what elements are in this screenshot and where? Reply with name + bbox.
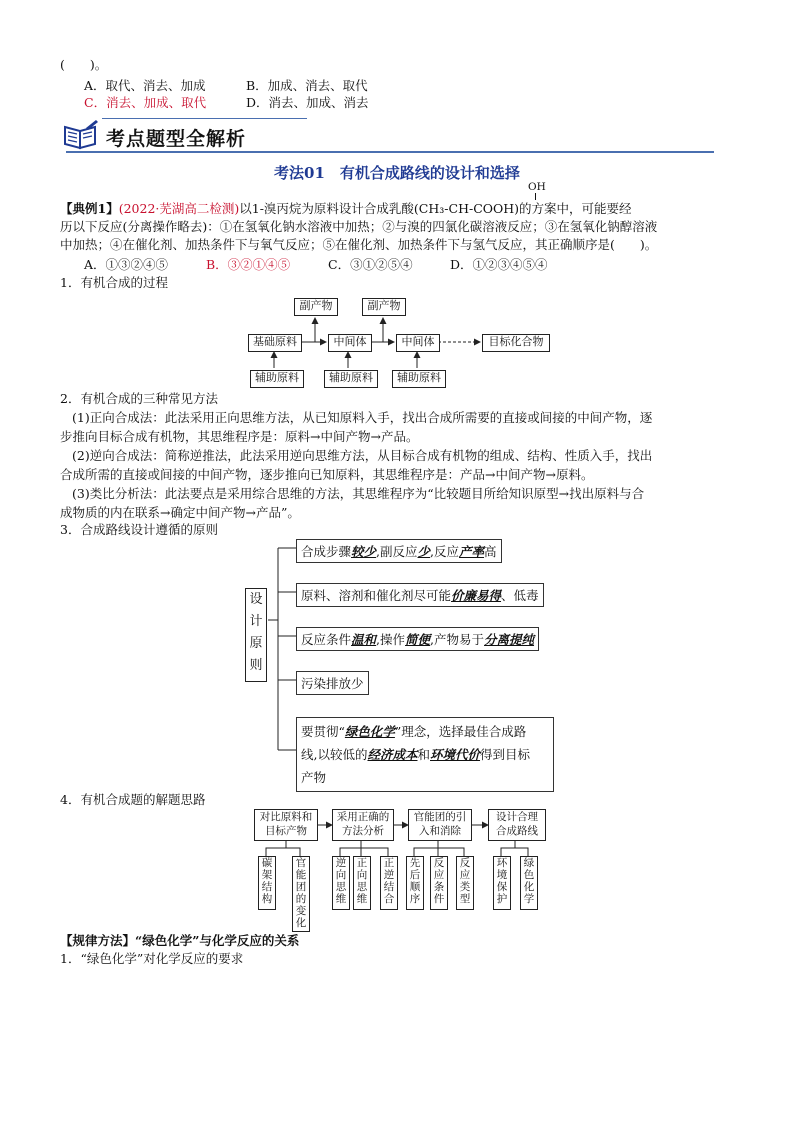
example-line3: 中加热；④在催化剂、加热条件下与氧气反应；⑤在催化剂、加热条件下与氢气反应，其正确顺序是( )。 [60,237,658,252]
rule-heading: 【规律方法】“绿色化学”与化学反应的关系 [60,933,300,948]
section-title: 考法01 有机合成路线的设计和选择 [274,164,520,182]
principle-3: 反应条件温和,操作简便,产物易于分离提纯 [296,627,539,651]
example-option-b-correct: B．③②①④⑤ [206,257,291,272]
approach-sub-green: 绿色化学 [520,856,538,910]
approach-box-3: 官能团的引 入和消除 [408,809,472,841]
question-paren: ( )。 [60,57,108,72]
target-compound-box: 目标化合物 [482,334,550,352]
principle-2: 原料、溶剂和催化剂尽可能价廉易得、低毒 [296,583,544,607]
example-option-d: D．①②③④⑤④ [450,257,548,272]
auxiliary-box-1: 辅助原料 [250,370,304,388]
approach-sub-forward: 正向思维 [353,856,371,910]
approach-sub-order: 先后顺序 [406,856,424,910]
principle-5: 要贯彻“绿色化学”理念，选择最佳合成路 线,以较低的经济成本和环境代价得到目标 产物 [296,717,554,792]
approach-sub-environment: 环境保护 [493,856,511,910]
example-option-a: A．①③②④⑤ [84,257,169,272]
s2-p2b: 合成所需的直接或间接的中间产物，逐步推向已知原料，其思维程序是：产品→中间产物→原料。 [60,467,594,482]
approach-sub-reverse: 逆向思维 [332,856,350,910]
oh-label: OH [528,181,546,193]
s2-p1b: 步推向目标合成有机物，其思维程序是：原料→中间产物→产品。 [60,429,419,444]
s2-p3b: 成物质的内在联系→确定中间产物→产品”。 [60,505,300,520]
rule-item-1: 1．“绿色化学”对化学反应的要求 [60,951,244,966]
base-material-box: 基础原料 [248,334,302,352]
example-line1: 【典例1】(2022·芜湖高二检测)以1-溴丙烷为原料设计合成乳酸(CH₃-CH-COOH)的方案中，可能要经 [60,201,632,216]
approach-box-1: 对比原料和 目标产物 [254,809,318,841]
design-principle-label: 设 计 原 则 [245,588,267,682]
principle-4: 污染排放少 [296,671,369,695]
s2-p2a: (2)逆向合成法：简称逆推法，此法采用逆向思维方法，从目标合成有机物的组成、结构、性质入手，找出 [72,448,653,463]
auxiliary-box-3: 辅助原料 [392,370,446,388]
intermediate-box-1: 中间体 [328,334,372,352]
approach-box-4: 设计合理 合成路线 [488,809,546,841]
option-c-correct: C．消去、加成、取代 [84,95,207,110]
heading-title: 考点题型全解析 [106,128,247,150]
example-option-c: C．③①②⑤④ [328,257,413,272]
oh-bond [535,193,536,200]
approach-sub-conditions: 反应条件 [430,856,448,910]
approach-box-2: 采用正确的 方法分析 [332,809,394,841]
heading-bar [66,118,716,152]
s3-title: 3．合成路线设计遵循的原则 [60,522,218,537]
s4-title: 4．有机合成题的解题思路 [60,792,206,807]
approach-sub-carbon: 碳架结构 [258,856,276,910]
s1-title: 1．有机合成的过程 [60,275,168,290]
s2-p1a: (1)正向合成法：此法采用正向思维方法，从已知原料入手，找出合成所需要的直接或间接的中间产物，逐 [72,410,653,425]
s2-title: 2．有机合成的三种常见方法 [60,391,218,406]
principle-1: 合成步骤较少,副反应少,反应产率高 [296,539,502,563]
approach-sub-combined: 正逆结合 [380,856,398,910]
byproduct-box-1: 副产物 [294,298,338,316]
option-a: A．取代、消去、加成 [84,78,206,93]
auxiliary-box-2: 辅助原料 [324,370,378,388]
example-line2: 历以下反应(分离操作略去)：①在氢氧化钠水溶液中加热；②与溴的四氯化碳溶液反应；③在氢氧化钠醇溶液 [60,219,658,234]
s2-p3a: (3)类比分析法：此法要点是采用综合思维的方法，其思维程序为“比较题目所给知识原型→找出原料与合 [72,486,645,501]
approach-sub-type: 反应类型 [456,856,474,910]
approach-sub-functional: 官能团的变化 [292,856,310,932]
intermediate-box-2: 中间体 [396,334,440,352]
byproduct-box-2: 副产物 [362,298,406,316]
option-b: B．加成、消去、取代 [246,78,368,93]
option-d: D．消去、加成、消去 [246,95,369,110]
book-pen-icon [62,118,100,150]
